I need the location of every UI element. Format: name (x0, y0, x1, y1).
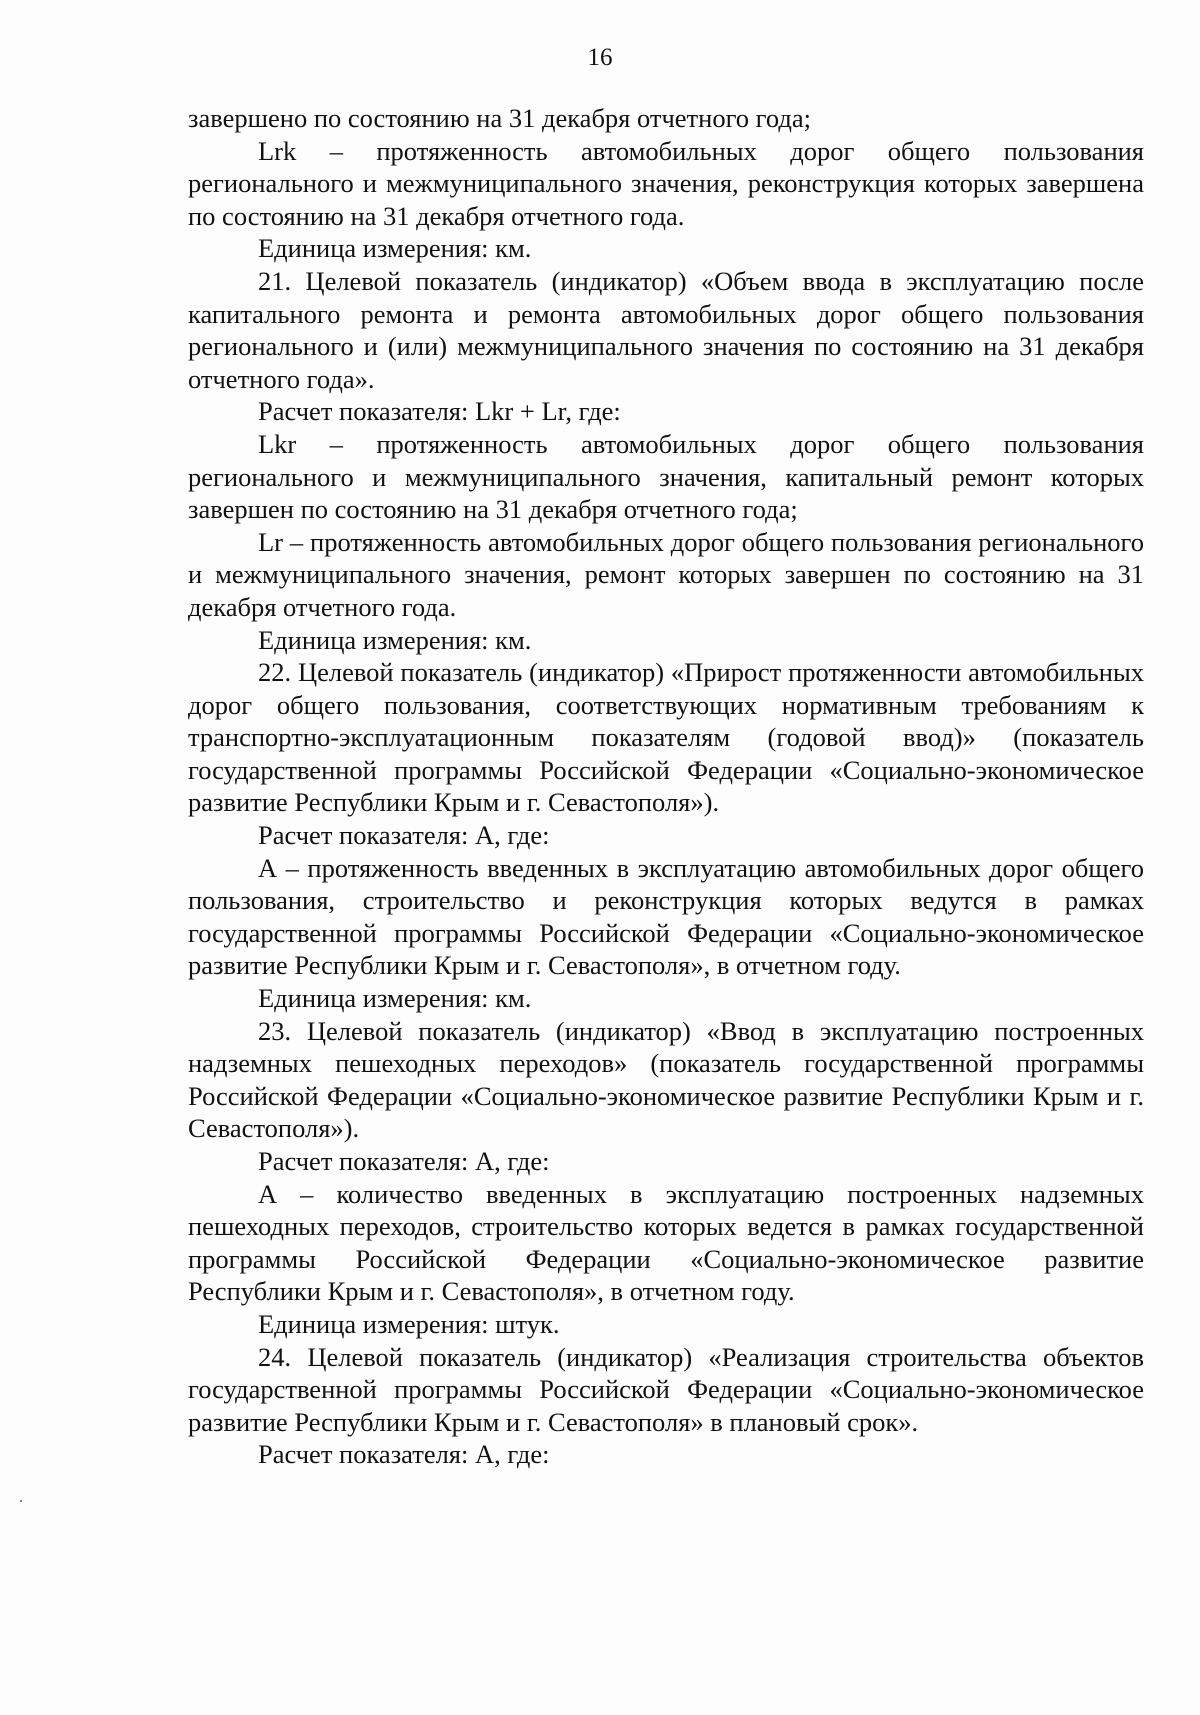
paragraph-calculation: Расчет показателя: А, где: (258, 1439, 550, 1470)
paragraph-indicator-23: 23. Целевой показатель (индикатор) «Ввод в эксплуатацию построенных надземных пешеходных переходов» (показатель государственной программы Российской Федерации «Социально-экономическое развитие Республики Крым и г. Севастополя»). (188, 1015, 1144, 1144)
paragraph-lkr-definition: Lkr – протяженность автомобильных дорог общего пользования регионального и межмуниципального значения, капитальный ремонт которых завершен по состоянию на 31 декабря отчетного года; (188, 428, 1144, 525)
paragraph-lr-definition: Lr – протяженность автомобильных дорог общего пользования регионального и межмуниципального значения, ремонт которых завершен по состоянию на 31 декабря отчетного года. (188, 526, 1144, 622)
paragraph-unit: Единица измерения: км. (258, 233, 532, 264)
scan-speck (20, 1500, 22, 1502)
paragraph-calculation: Расчет показателя: Lkr + Lr, где: (258, 396, 621, 427)
page-number: 16 (587, 44, 613, 71)
paragraph-a-definition: А – протяженность введенных в эксплуатацию автомобильных дорог общего пользования, строительство и реконструкция которых ведутся в рамках государственной программы Российской Федерации «Социально-экономическое развитие Республики Крым и г. Севастополя», в отчетном году. (188, 852, 1144, 981)
paragraph-indicator-24: 24. Целевой показатель (индикатор) «Реализация строительства объектов государственной программы Российской Федерации «Социально-экономическое развитие Республики Крым и г. Севастополя» в плановый срок». (188, 1341, 1144, 1437)
paragraph-unit: Единица измерения: км. (258, 624, 532, 655)
paragraph-a-definition: А – количество введенных в эксплуатацию построенных надземных пешеходных переходов, строительство которых ведется в рамках государственной программы Российской Федерации «Социально-экономическое развитие Республики Крым и г. Севастополя», в отчетном году. (188, 1178, 1144, 1307)
paragraph-indicator-22: 22. Целевой показатель (индикатор) «Прирост протяженности автомобильных дорог общего пользования, соответствующих нормативным требованиям к транспортно-эксплуатационным показателям (годовой ввод)» (показатель государственной программы Российской Федерации «Социально-экономическое развитие Республики Крым и г. Севастополя»). (188, 657, 1144, 818)
paragraph-calculation: Расчет показателя: А, где: (258, 820, 550, 851)
document-body (188, 102, 1144, 1471)
paragraph-unit: Единица измерения: штук. (258, 1308, 560, 1339)
paragraph-calculation: Расчет показателя: А, где: (258, 1146, 550, 1176)
paragraph-lrk-definition: Lrk – протяженность автомобильных дорог общего пользования регионального и межмуниципального значения, реконструкция которых завершена по состоянию на 31 декабря отчетного года. (188, 135, 1144, 231)
paragraph-unit: Единица измерения: км. (258, 983, 532, 1014)
paragraph-indicator-21: 21. Целевой показатель (индикатор) «Объем ввода в эксплуатацию после капитального ремонта и ремонта автомобильных дорог общего пользования регионального и (или) межмуниципального значения по состоянию на 31 декабря отчетного года». (188, 265, 1144, 394)
paragraph-continuation: завершено по состоянию на 31 декабря отчетного года; (188, 103, 811, 133)
